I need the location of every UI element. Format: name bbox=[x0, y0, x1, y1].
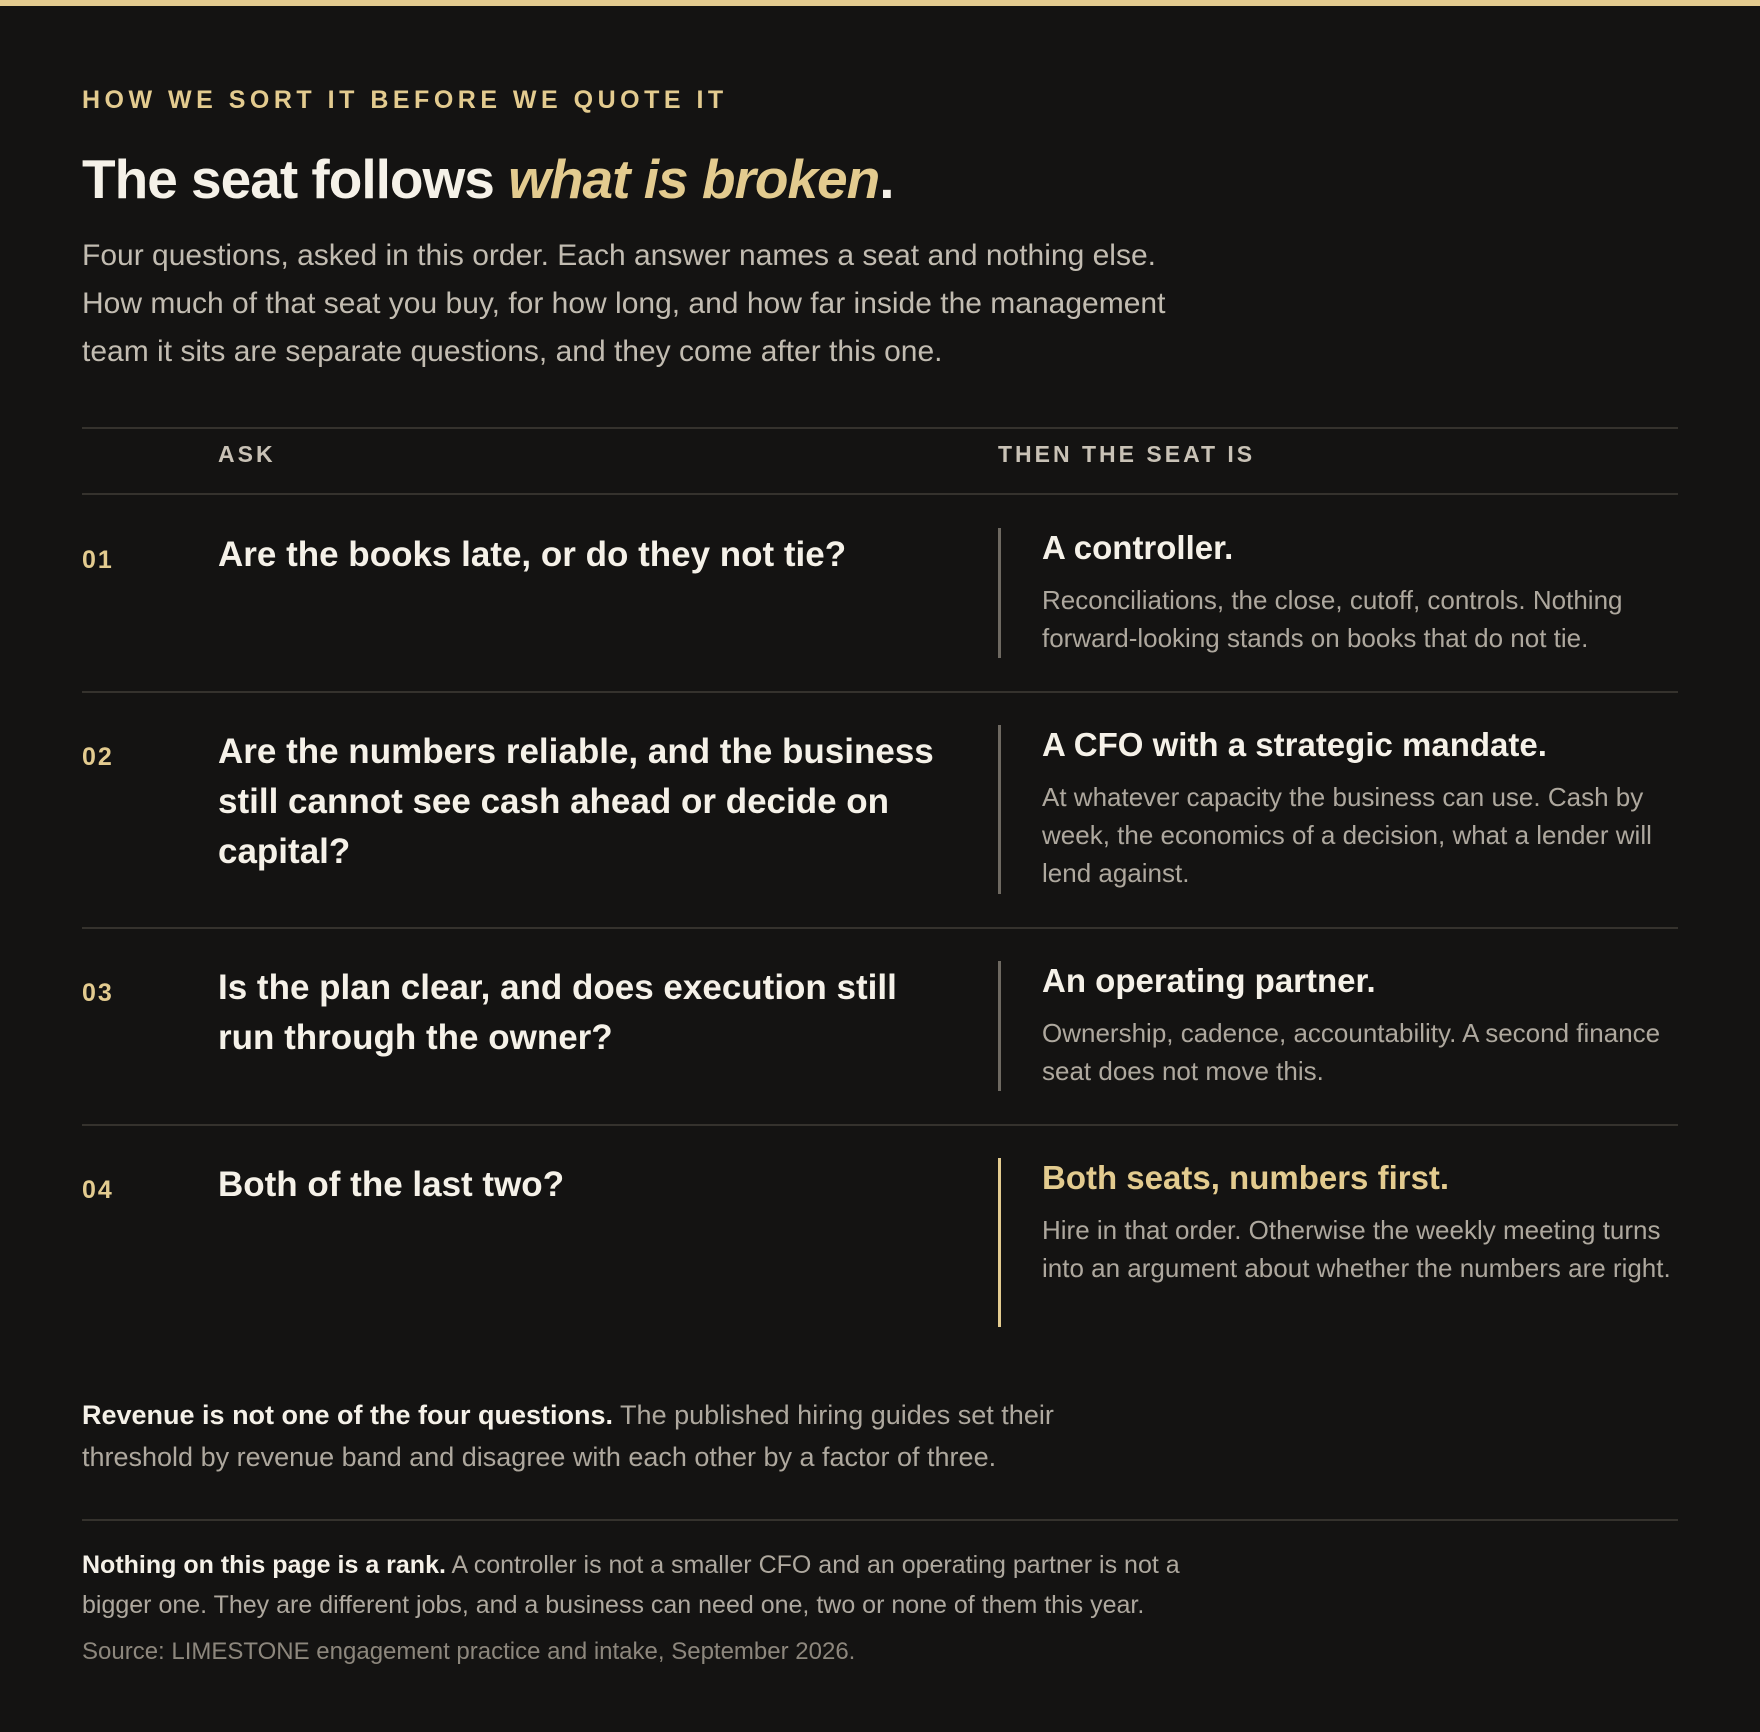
column-header-ask: ASK bbox=[218, 441, 276, 467]
rank-note-lead: Nothing on this page is a rank. bbox=[82, 1551, 446, 1579]
seat-name: Both seats, numbers first. bbox=[1042, 1159, 1450, 1196]
seat-name: A CFO with a strategic mandate. bbox=[1042, 726, 1547, 763]
seat-name: A controller. bbox=[1042, 529, 1234, 566]
revenue-note bbox=[82, 1394, 1082, 1478]
eyebrow: HOW WE SORT IT BEFORE WE QUOTE IT bbox=[82, 86, 728, 114]
top-accent-rule bbox=[0, 0, 1760, 6]
revenue-note-lead: Revenue is not one of the four questions. bbox=[82, 1400, 614, 1430]
table-top-divider bbox=[82, 427, 1678, 429]
seat-description: Ownership, cadence, accountability. A second finance seat does not move this. bbox=[1042, 1018, 1661, 1086]
row-divider bbox=[82, 927, 1678, 929]
row-number: 02 bbox=[82, 743, 114, 771]
headline-accent: what is broken bbox=[508, 148, 880, 210]
row-answer-highlight bbox=[998, 1158, 1678, 1327]
intro-paragraph: Four questions, asked in this order. Each answer names a seat and nothing else. How much of that seat you buy, for how long, and how far inside the management team it sits are separate questions, and they come after this one. bbox=[82, 239, 1166, 368]
row-number: 03 bbox=[82, 979, 114, 1007]
row-answer bbox=[998, 725, 1678, 894]
revenue-note-body: The published hiring guides set their threshold by revenue band and disagree with each other by a factor of three. bbox=[82, 1400, 1054, 1472]
row-divider bbox=[82, 1124, 1678, 1126]
row-question: Both of the last two? bbox=[218, 1165, 565, 1204]
notes-divider bbox=[82, 1519, 1678, 1521]
row-number: 04 bbox=[82, 1176, 114, 1204]
row-question: Is the plan clear, and does execution still run through the owner? bbox=[218, 968, 897, 1057]
rank-note bbox=[82, 1545, 1202, 1625]
row-number: 01 bbox=[82, 546, 114, 574]
headline-lead: The seat follows bbox=[82, 148, 509, 210]
headline-tail: . bbox=[879, 148, 894, 210]
row-question: Are the books late, or do they not tie? bbox=[218, 535, 847, 574]
row-divider bbox=[82, 691, 1678, 693]
seat-name: An operating partner. bbox=[1042, 962, 1376, 999]
seat-description: At whatever capacity the business can use. Cash by week, the economics of a decision, what a lender will lend against. bbox=[1042, 782, 1652, 888]
rank-note-body: A controller is not a smaller CFO and an operating partner is not a bigger one. They are different jobs, and a business can need one, two or none of them this year. bbox=[82, 1551, 1180, 1619]
seat-description: Reconciliations, the close, cutoff, controls. Nothing forward-looking stands on books that do not tie. bbox=[1042, 585, 1623, 653]
column-header-seat: THEN THE SEAT IS bbox=[998, 441, 1256, 467]
page-title bbox=[82, 144, 894, 214]
row-question: Are the numbers reliable, and the business still cannot see cash ahead or decide on capital? bbox=[218, 732, 934, 871]
source-line: Source: LIMESTONE engagement practice and intake, September 2026. bbox=[82, 1638, 856, 1665]
seat-description: Hire in that order. Otherwise the weekly meeting turns into an argument about whether the numbers are right. bbox=[1042, 1215, 1671, 1283]
row-answer bbox=[998, 528, 1678, 658]
row-answer bbox=[998, 961, 1678, 1091]
table-header-divider bbox=[82, 493, 1678, 495]
